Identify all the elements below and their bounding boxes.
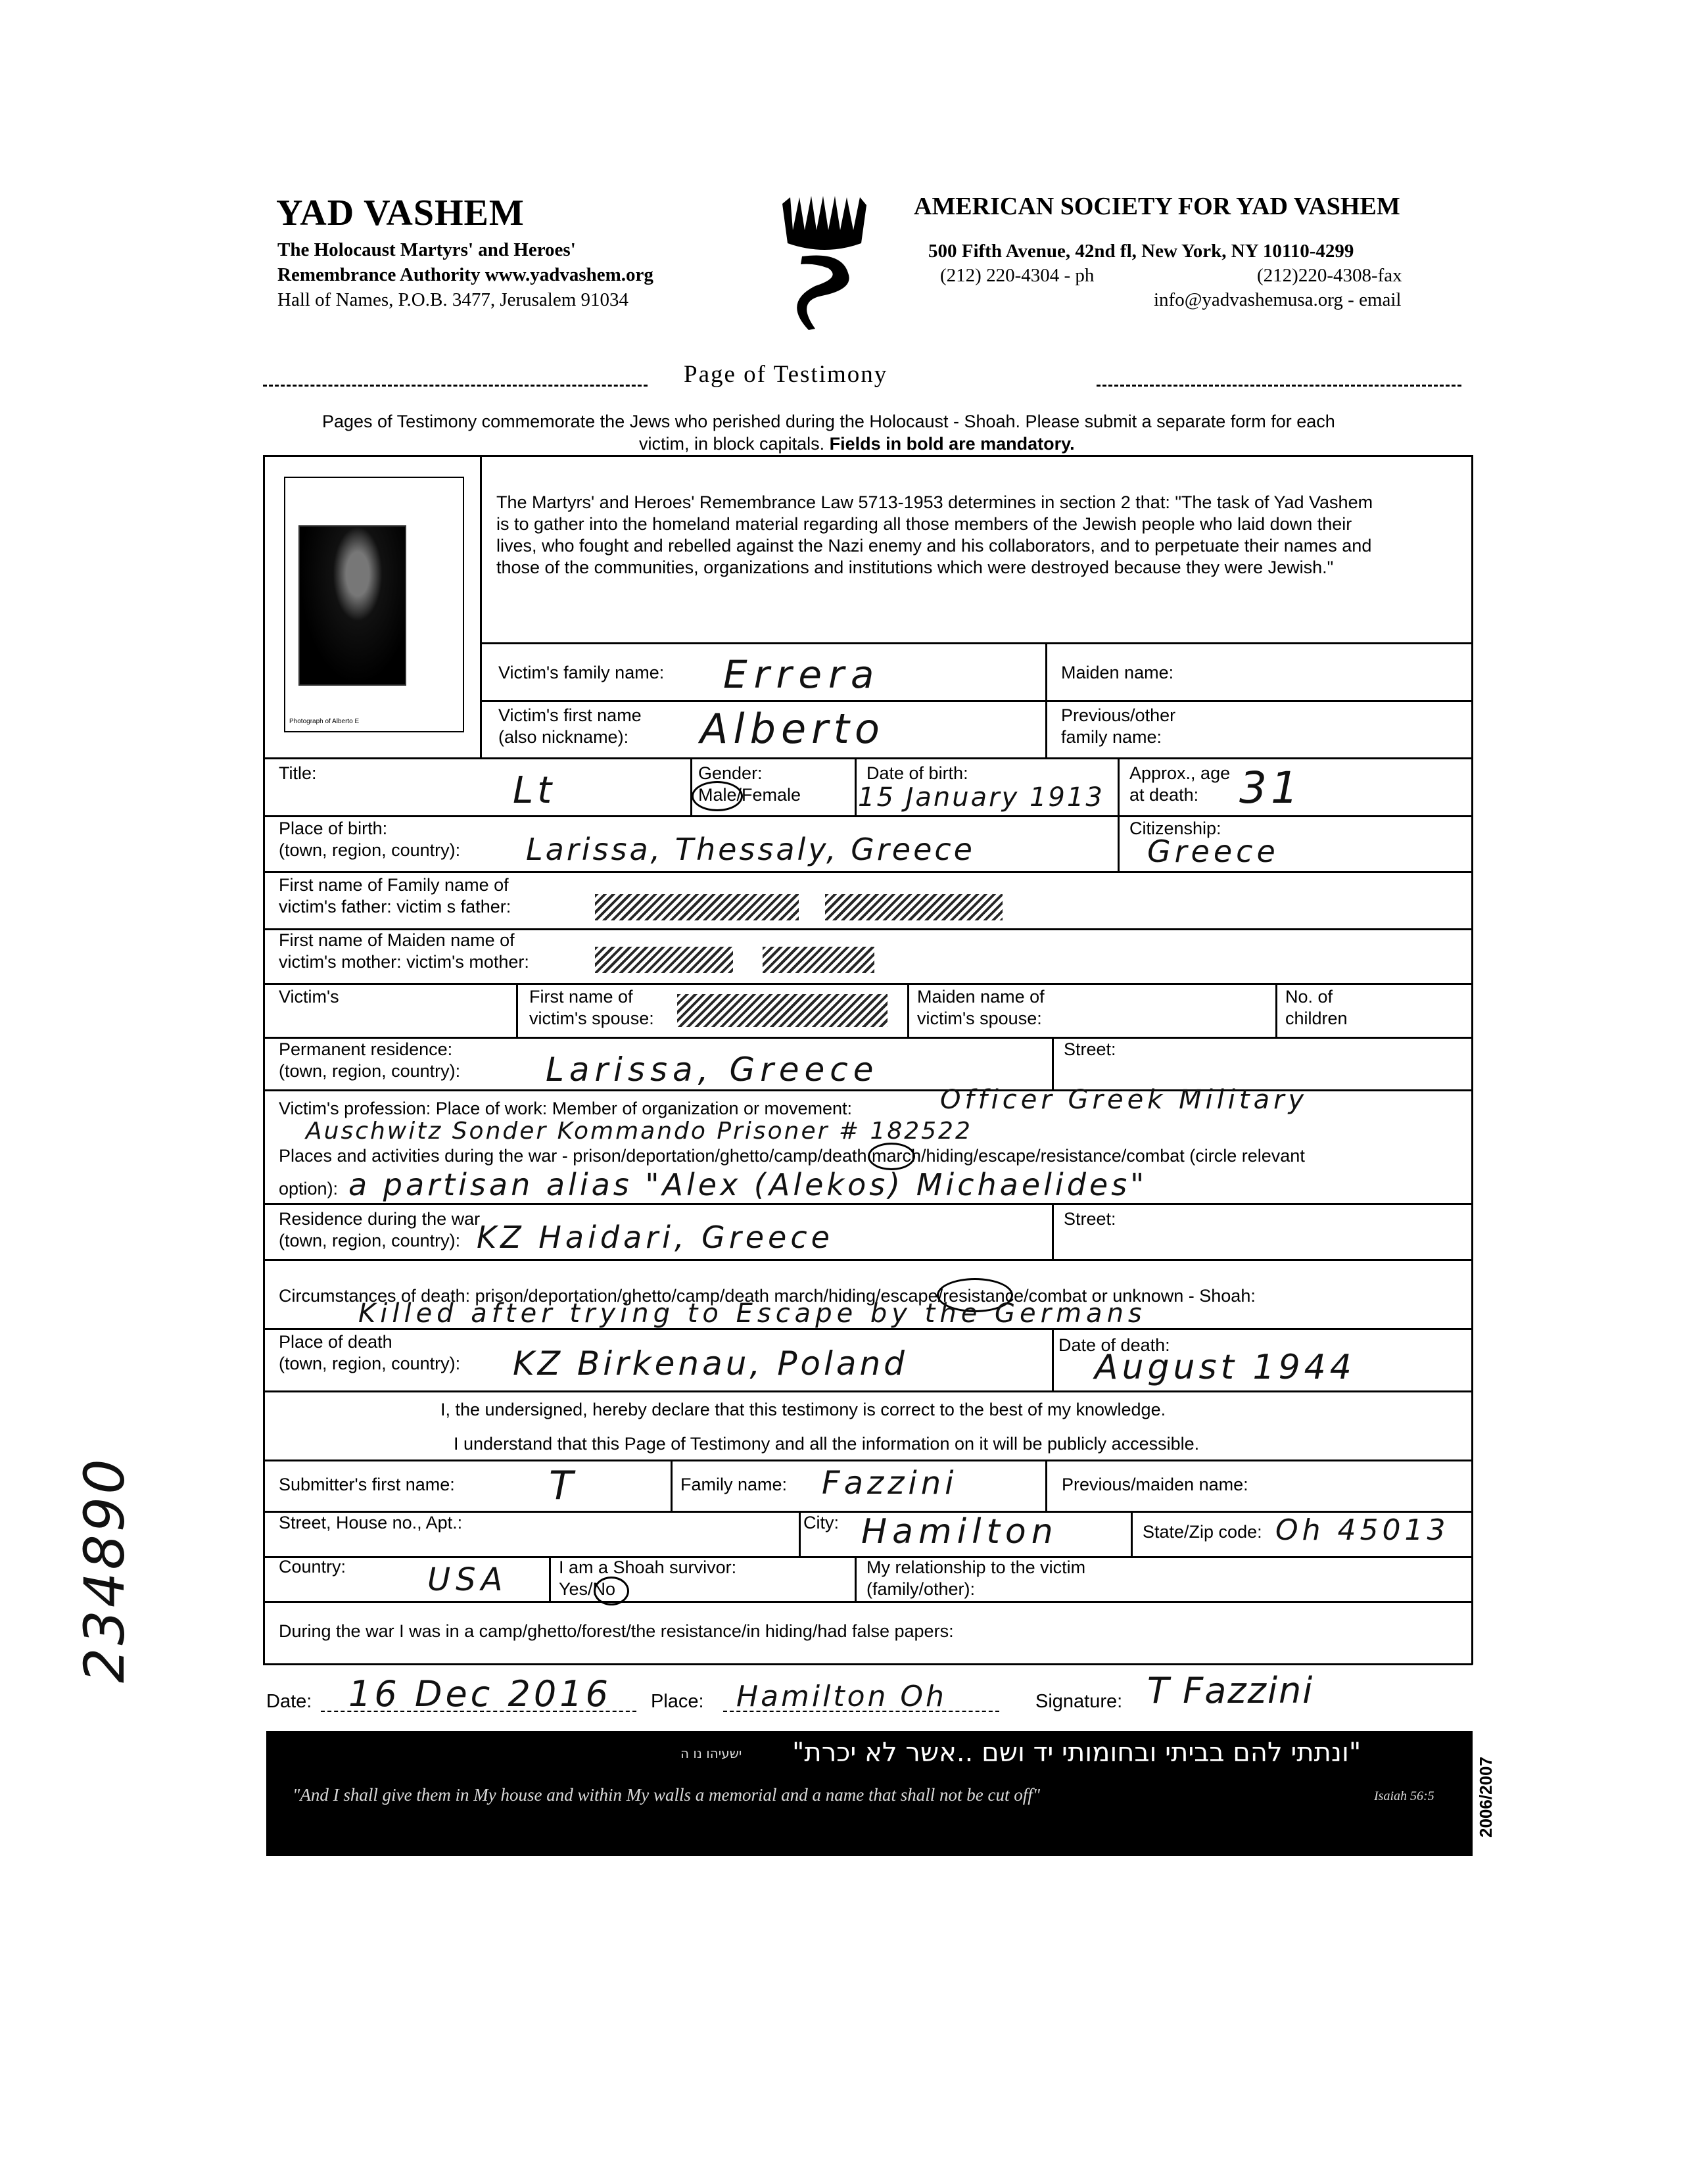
street-label: Street: [1064,1039,1116,1059]
survivor-options[interactable]: Yes/No [559,1579,616,1599]
yad-vashem-subtitle-1: The Holocaust Martyrs' and Heroes' [277,239,576,260]
relationship-label-1: My relationship to the victim [866,1557,1086,1577]
children-label-1: No. of [1285,987,1333,1007]
submitter-first-value[interactable]: T [549,1463,577,1509]
camp-circle [868,1143,915,1170]
previous-name-label-2: family name: [1061,727,1162,747]
war-residence-value[interactable]: KZ Haidari, Greece [477,1220,834,1255]
wartime-value[interactable]: a partisan alias "Alex (Alekos) Michaelides" [348,1167,1148,1202]
spouse-maiden-label-2: victim's spouse: [917,1009,1042,1028]
signature-value[interactable]: T Fazzini [1147,1670,1314,1711]
residence-value[interactable]: Larissa, Greece [546,1051,879,1089]
mother-label-1: First name of Maiden name of [279,930,515,950]
submitter-family-value[interactable]: Fazzini [822,1465,958,1502]
citizenship-value[interactable]: Greece [1147,834,1279,869]
age-label-1: Approx., age [1129,763,1231,783]
mother-label [279,930,529,973]
submitter-state-value[interactable]: Oh 45013 [1275,1513,1450,1547]
title-value[interactable]: Lt [513,769,556,812]
spouse-maiden-label-1: Maiden name of [917,987,1045,1007]
father-redacted [595,894,799,920]
header-divider-right [1097,385,1461,387]
spouse-first-label-1: First name of [529,987,633,1007]
relationship-label [866,1557,1085,1600]
asyv-phone: (212) 220-4304 - ph [940,265,1095,286]
spouse-redacted [677,994,888,1027]
intro-line-1: Pages of Testimony commemorate the Jews who perished during the Holocaust - Shoah. Please submit a separate form for each [322,412,1335,431]
father-family-redacted [825,894,1003,920]
war-street-label: Street: [1064,1209,1116,1229]
asyv-email: info@yadvashemusa.org - email [1154,289,1402,310]
submitter-state-label: State/Zip code: [1143,1522,1262,1542]
declaration-2: I understand that this Page of Testimony and all the information on it will be publicly accessible. [454,1434,1200,1454]
asyv-fax: (212)220-4308-fax [1257,265,1402,286]
header-divider-left [263,385,648,387]
profession-value-2[interactable]: Auschwitz Sonder Kommando Prisoner # 182522 [306,1118,972,1145]
intro-line-2a: victim, in block capitals. [639,434,825,454]
wartime-option-label: option): [279,1179,339,1199]
profession-value-1[interactable]: Officer Greek Military [940,1085,1308,1115]
dob-value[interactable]: 15 January 1913 [858,782,1104,813]
wartime-label: Places and activities during the war - prison/deportation/ghetto/camp/death march/hiding/escape/resistance/combat (circle relevant [279,1146,1305,1166]
banner-english: "And I shall give them in My house and within My walls a memorial and a name that shall not be cut off" [293,1785,1041,1805]
gender-options[interactable]: Male/Female [698,785,801,805]
asyv-address: 500 Fifth Avenue, 42nd fl, New York, NY 10110-4299 [928,241,1354,262]
intro-line-2 [639,434,1075,454]
pob-label [279,818,460,861]
war-residence-label-1: Residence during the war [279,1209,481,1229]
family-name-value[interactable]: Errera [723,652,881,697]
place-line [723,1711,999,1712]
previous-name-label [1061,705,1175,748]
pob-value[interactable]: Larissa, Thessaly, Greece [526,832,975,867]
spouse-maiden-label [917,986,1045,1030]
father-label-1: First name of Family name of [279,875,509,895]
submitter-street-label: Street, House no., Apt.: [279,1513,463,1532]
spouse-label: Victim's [279,987,339,1007]
first-name-label [498,705,642,748]
war-residence-label-2: (town, region, country): [279,1231,461,1250]
residence-label-1: Permanent residence: [279,1039,453,1059]
submitter-first-label: Submitter's first name: [279,1475,455,1494]
date-line [321,1711,636,1712]
victim-photo [284,477,464,732]
pod-value[interactable]: KZ Birkenau, Poland [513,1344,908,1383]
form-title: Page of Testimony [684,361,888,388]
submitter-city-label: City: [803,1513,839,1532]
mother-redacted [595,947,733,973]
age-label [1129,763,1230,806]
footer-banner [266,1731,1473,1856]
spouse-first-label [529,986,654,1030]
pob-label-1: Place of birth: [279,819,388,838]
yad-vashem-title: YAD VASHEM [276,193,525,233]
law-line-2: is to gather into the homeland material regarding all those members of the Jewish people who laid down their [496,514,1352,534]
photo-caption: Photograph of Alberto E [289,718,360,725]
place-value[interactable]: Hamilton Oh [736,1680,947,1713]
children-label-2: children [1285,1009,1348,1028]
citizenship-label: Citizenship: [1129,819,1221,838]
pob-label-2: (town, region, country): [279,840,461,860]
relationship-label-2: (family/other): [866,1579,976,1599]
law-line-4: those of the communities, organizations and institutions which were destroyed because they were Jewish." [496,558,1334,577]
mother-maiden-redacted [763,947,874,973]
photo-image [298,525,406,686]
date-label: Date: [266,1691,312,1712]
asyv-title: AMERICAN SOCIETY FOR YAD VASHEM [914,193,1400,220]
dod-value[interactable]: August 1944 [1095,1348,1356,1387]
father-label [279,874,511,918]
family-name-label: Victim's family name: [498,663,665,682]
age-label-2: at death: [1129,785,1199,805]
maiden-name-label: Maiden name: [1061,663,1174,682]
mother-label-2: victim's mother: victim's mother: [279,952,529,972]
profession-label: Victim's profession: Place of work: Member of organization or movement: [279,1099,853,1118]
side-id-number: 234890 [72,1456,137,1683]
place-label: Place: [651,1691,704,1712]
survivor-no-circle [594,1577,629,1605]
gender-male-circle [692,781,743,811]
gender-label-1: Gender: [698,763,763,783]
law-line-1: The Martyrs' and Heroes' Remembrance Law 5713-1953 determines in section 2 that: "The task of Yad Vashem [496,492,1373,512]
submitter-family-label: Family name: [680,1475,788,1494]
submitter-city-value[interactable]: Hamilton [861,1512,1058,1552]
banner-hebrew-ref: ישעיהו נו ה [680,1745,742,1761]
residence-label [279,1039,460,1082]
signature-label: Signature: [1035,1691,1123,1712]
pod-label-1: Place of death [279,1332,392,1352]
age-value[interactable]: 31 [1239,763,1302,813]
yad-vashem-address: Hall of Names, P.O.B. 3477, Jerusalem 91034 [277,289,629,310]
declaration-1: I, the undersigned, hereby declare that this testimony is correct to the best of my knowledge. [440,1400,1166,1419]
law-text [496,492,1373,579]
survivor-label-1: I am a Shoah survivor: [559,1557,737,1577]
pod-label-2: (town, region, country): [279,1354,461,1373]
yad-vashem-logo-icon [776,191,874,332]
dod-label: Date of death: [1058,1335,1170,1355]
submitter-prev-label: Previous/maiden name: [1062,1475,1248,1494]
first-name-label-2: (also nickname): [498,727,629,747]
circumstances-value[interactable]: Killed after trying to Escape by the Germans [358,1298,1147,1329]
residence-label-2: (town, region, country): [279,1061,461,1081]
during-war-label: During the war I was in a camp/ghetto/forest/the resistance/in hiding/had false papers: [279,1621,954,1641]
form-code: 2006/2007 [1476,1757,1496,1838]
first-name-value[interactable]: Alberto [700,705,885,753]
intro-line-2b: Fields in bold are mandatory. [829,434,1075,454]
submitter-country-value[interactable]: USA [427,1561,508,1598]
dob-label: Date of birth: [866,763,968,783]
children-label [1285,986,1348,1030]
law-line-3: lives, who fought and rebelled against the Nazi enemy and his collaborators, and to perpetuate their names and [496,536,1372,556]
spouse-first-label-2: victim's spouse: [529,1009,654,1028]
previous-name-label-1: Previous/other [1061,705,1176,725]
pod-label [279,1331,460,1375]
banner-english-ref: Isaiah 56:5 [1374,1789,1434,1803]
banner-hebrew: "ונתתי להם בביתי ובחומותי יד ושם ..אשר לא יכרת" [792,1738,1361,1768]
first-name-label-1: Victim's first name [498,705,642,725]
title-label: Title: [279,763,317,783]
circumstances-label: Circumstances of death: prison/deportation/ghetto/camp/death march/hiding/escape/resistance/combat or unknown - Shoah: [279,1286,1256,1306]
submitter-country-label: Country: [279,1557,346,1577]
survivor-label [559,1557,736,1600]
yad-vashem-subtitle-2: Remembrance Authority www.yadvashem.org [277,264,653,285]
war-residence-label [279,1208,480,1252]
father-label-2: victim's father: victim s father: [279,897,511,916]
date-value[interactable]: 16 Dec 2016 [348,1673,611,1715]
